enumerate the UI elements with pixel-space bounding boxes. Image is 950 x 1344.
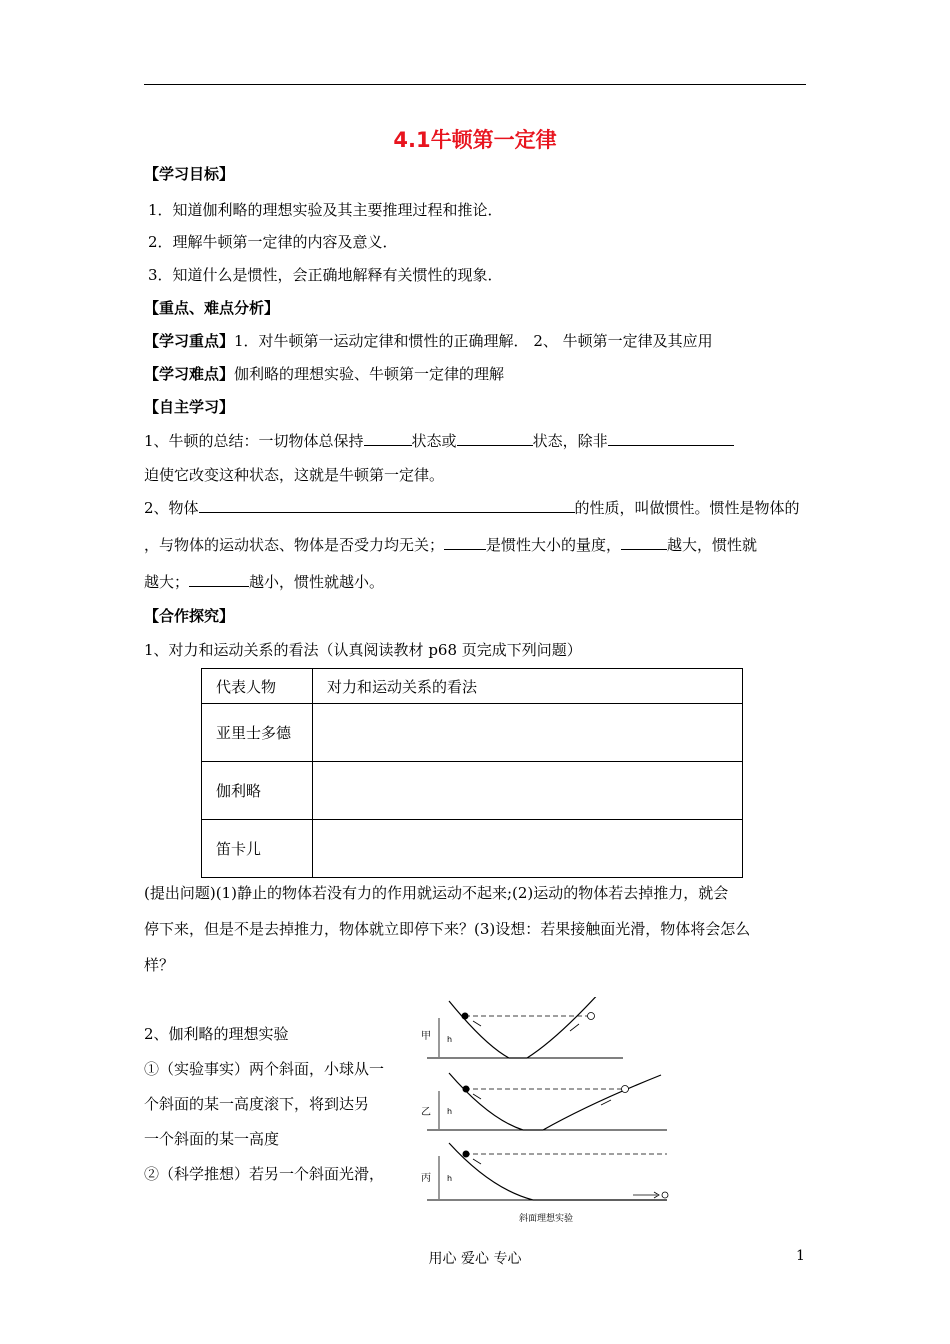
table-header: 对力和运动关系的看法 xyxy=(313,669,743,704)
table-cell-person: 亚里士多德 xyxy=(202,704,313,762)
views-table xyxy=(201,668,743,878)
answer-blank[interactable] xyxy=(189,571,249,587)
goal-item: 3．知道什么是惯性，会正确地解释有关惯性的现象． xyxy=(148,266,503,284)
self-study-q2-line3 xyxy=(144,571,384,592)
panel-jia xyxy=(421,997,623,1058)
q2-text: 是惯性大小的量度， xyxy=(486,536,622,554)
height-label: h xyxy=(447,1035,453,1044)
table-header: 代表人物 xyxy=(202,669,313,704)
self-study-q2-line2 xyxy=(144,534,757,555)
goal-item: 1．知道伽利略的理想实验及其主要推理过程和推论． xyxy=(148,201,503,219)
table-row xyxy=(202,704,743,762)
footer-text: 用心 爱心 专心 xyxy=(428,1251,522,1267)
cooperate-heading: 【合作探究】 xyxy=(144,607,235,625)
q1-text: 状态，除非 xyxy=(532,432,608,450)
question-line: 停下来，但是不是去掉推力，物体就立即停下来？(3)设想：若果接触面光滑，物体将会怎么 xyxy=(144,920,751,938)
page-number: 1 xyxy=(796,1248,805,1264)
cooperate-q1: 1、对力和运动关系的看法（认真阅读教材 p68 页完成下列问题） xyxy=(144,641,582,659)
table-row xyxy=(202,762,743,820)
q2-text: ，与物体的运动状态、物体是否受力均无关； xyxy=(144,536,445,554)
height-label: h xyxy=(447,1174,453,1183)
incline-experiment-figure xyxy=(413,997,675,1227)
table-cell-answer[interactable] xyxy=(313,820,743,878)
answer-blank[interactable] xyxy=(457,430,533,446)
self-study-q2 xyxy=(144,497,800,518)
panel-yi xyxy=(421,1073,667,1130)
q2-text: 越大，惯性就 xyxy=(667,536,758,554)
table-row xyxy=(202,820,743,878)
table-header-row xyxy=(202,669,743,704)
q1-text: 1、牛顿的总结：一切物体总保持 xyxy=(144,432,364,450)
height-label: h xyxy=(447,1107,453,1116)
answer-blank[interactable] xyxy=(199,497,575,513)
panel-label: 乙 xyxy=(421,1107,431,1118)
table-cell-answer[interactable] xyxy=(313,762,743,820)
q2-text: 越大； xyxy=(144,573,190,591)
q2-text: 2、物体 xyxy=(144,499,199,517)
focus-line xyxy=(144,330,713,351)
header-rule xyxy=(144,84,806,85)
difficulty-line xyxy=(144,363,504,384)
goal-item: 2．理解牛顿第一定律的内容及意义． xyxy=(148,233,398,251)
self-study-q1-line2: 迫使它改变这种状态，这就是牛顿第一定律。 xyxy=(144,466,445,484)
galileo-line: 个斜面的某一高度滚下，将到达另 xyxy=(144,1095,370,1113)
figure-caption: 斜面理想实验 xyxy=(519,1214,574,1224)
focus-text: 1．对牛顿第一运动定律和惯性的正确理解． 2、 牛顿第一定律及其应用 xyxy=(234,332,713,350)
galileo-line: 2、伽利略的理想实验 xyxy=(144,1025,289,1043)
table-cell-answer[interactable] xyxy=(313,704,743,762)
table-cell-person: 笛卡儿 xyxy=(202,820,313,878)
galileo-line: 一个斜面的某一高度 xyxy=(144,1130,280,1148)
self-study-q1 xyxy=(144,430,734,451)
q2-text: 的性质，叫做惯性。惯性是物体的 xyxy=(574,499,800,517)
page-title: 4.1牛顿第一定律 xyxy=(393,128,557,152)
q1-text: 状态或 xyxy=(411,432,457,450)
difficulty-label: 【学习难点】 xyxy=(144,365,235,383)
panel-bing xyxy=(421,1143,668,1200)
galileo-line: ①（实验事实）两个斜面，小球从一 xyxy=(144,1060,385,1078)
answer-blank[interactable] xyxy=(608,430,734,446)
q2-text: 越小，惯性就越小。 xyxy=(249,573,385,591)
answer-blank[interactable] xyxy=(621,534,667,550)
answer-blank[interactable] xyxy=(364,430,412,446)
question-line: (提出问题)(1)静止的物体若没有力的作用就运动不起来;(2)运动的物体若去掉推力，就会 xyxy=(144,884,729,902)
answer-blank[interactable] xyxy=(444,534,486,550)
difficulty-text: 伽利略的理想实验、牛顿第一定律的理解 xyxy=(234,365,505,383)
goals-heading: 【学习目标】 xyxy=(144,165,235,183)
focus-label: 【学习重点】 xyxy=(144,332,235,350)
question-line: 样？ xyxy=(144,956,175,974)
keypoints-heading: 【重点、难点分析】 xyxy=(144,299,280,317)
self-study-heading: 【自主学习】 xyxy=(144,398,235,416)
galileo-line: ②（科学推想）若另一个斜面光滑， xyxy=(144,1165,385,1183)
panel-label: 甲 xyxy=(421,1031,431,1042)
table-cell-person: 伽利略 xyxy=(202,762,313,820)
panel-label: 丙 xyxy=(421,1173,431,1184)
